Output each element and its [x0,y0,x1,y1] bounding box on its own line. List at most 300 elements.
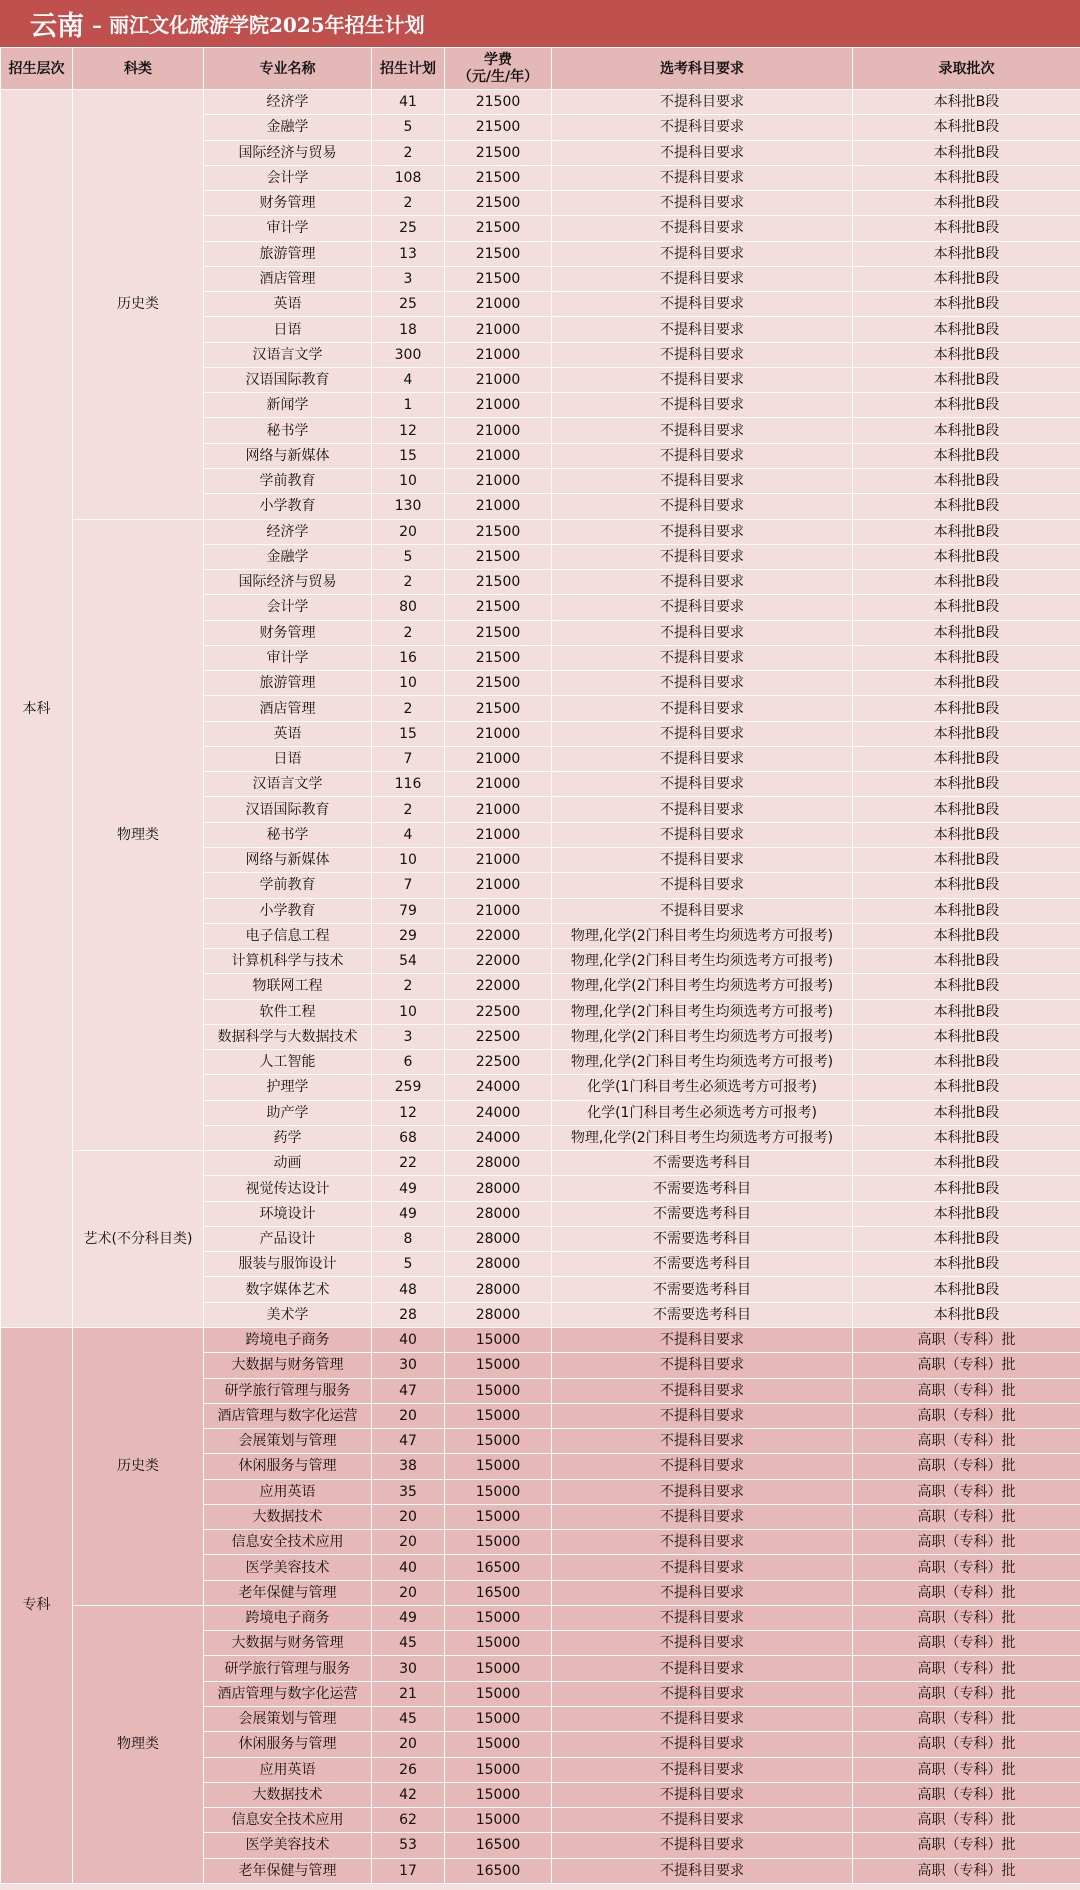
subject-requirement: 不提科目要求 [552,393,853,418]
major-name: 秘书学 [204,418,372,443]
subject-requirement: 化学(1门科目考生必须选考方可报考) [552,1100,853,1125]
major-name: 新闻学 [204,393,372,418]
major-name: 汉语国际教育 [204,367,372,392]
major-name: 国际经济与贸易 [204,570,372,595]
tuition-fee: 21500 [445,191,552,216]
plan-count: 38 [372,1454,445,1479]
admission-batch: 本科批B段 [853,645,1080,670]
tuition-fee: 24000 [445,1075,552,1100]
plan-count: 45 [372,1631,445,1656]
plan-count: 2 [372,191,445,216]
subject-requirement: 不提科目要求 [552,216,853,241]
tuition-fee: 28000 [445,1252,552,1277]
admission-batch: 本科批B段 [853,1252,1080,1277]
plan-count: 47 [372,1429,445,1454]
plan-count: 10 [372,847,445,872]
tuition-fee: 21500 [445,570,552,595]
plan-count: 10 [372,671,445,696]
header-subjects: 选考科目要求 [552,48,853,90]
subject-requirement: 不需要选考科目 [552,1151,853,1176]
major-name: 医学美容技术 [204,1833,372,1858]
plan-count: 5 [372,544,445,569]
subject-requirement: 不提科目要求 [552,241,853,266]
subject-requirement: 不提科目要求 [552,797,853,822]
tuition-fee: 15000 [445,1808,552,1833]
admission-batch: 本科批B段 [853,292,1080,317]
subject-requirement: 不提科目要求 [552,266,853,291]
admission-batch: 本科批B段 [853,544,1080,569]
tuition-fee: 21000 [445,898,552,923]
tuition-fee: 21500 [445,620,552,645]
subject-requirement: 不提科目要求 [552,1328,853,1353]
subject-requirement: 不提科目要求 [552,847,853,872]
plan-count: 2 [372,620,445,645]
subject-requirement: 不提科目要求 [552,140,853,165]
plan-count: 15 [372,721,445,746]
subject-requirement: 不提科目要求 [552,1479,853,1504]
admission-batch: 本科批B段 [853,1302,1080,1327]
header-fee [445,48,552,90]
major-name: 汉语国际教育 [204,797,372,822]
plan-count: 62 [372,1808,445,1833]
category-cell: 物理类 [73,519,204,1151]
tuition-fee: 16500 [445,1555,552,1580]
admission-batch: 本科批B段 [853,1050,1080,1075]
tuition-fee: 24000 [445,1100,552,1125]
subject-requirement: 不提科目要求 [552,443,853,468]
admission-batch: 高职（专科）批 [853,1328,1080,1353]
tuition-fee: 15000 [445,1656,552,1681]
plan-count: 79 [372,898,445,923]
tuition-fee: 21500 [445,165,552,190]
major-name: 数据科学与大数据技术 [204,1024,372,1049]
table-row [1,1605,1080,1630]
admission-batch: 高职（专科）批 [853,1504,1080,1529]
major-name: 财务管理 [204,620,372,645]
admission-batch: 高职（专科）批 [853,1808,1080,1833]
plan-count: 1 [372,393,445,418]
plan-count: 30 [372,1353,445,1378]
tuition-fee: 21000 [445,847,552,872]
plan-count: 22 [372,1151,445,1176]
tuition-fee: 21000 [445,772,552,797]
subject-requirement: 物理,化学(2门科目考生均须选考方可报考) [552,1024,853,1049]
admission-batch: 本科批B段 [853,1024,1080,1049]
major-name: 老年保健与管理 [204,1858,372,1883]
major-name: 小学教育 [204,494,372,519]
admission-batch: 本科批B段 [853,393,1080,418]
major-name: 网络与新媒体 [204,847,372,872]
admission-batch: 高职（专科）批 [853,1429,1080,1454]
tuition-fee: 15000 [445,1605,552,1630]
major-name: 大数据技术 [204,1782,372,1807]
admission-batch: 本科批B段 [853,595,1080,620]
tuition-fee: 15000 [445,1378,552,1403]
major-name: 汉语言文学 [204,772,372,797]
admission-batch: 本科批B段 [853,241,1080,266]
plan-count: 2 [372,797,445,822]
plan-count: 40 [372,1328,445,1353]
admission-batch: 本科批B段 [853,671,1080,696]
tuition-fee: 15000 [445,1403,552,1428]
major-name: 秘书学 [204,822,372,847]
tuition-fee: 21000 [445,367,552,392]
plan-count: 80 [372,595,445,620]
subject-requirement: 不提科目要求 [552,1707,853,1732]
subject-requirement: 不提科目要求 [552,1454,853,1479]
major-name: 应用英语 [204,1479,372,1504]
subject-requirement: 不提科目要求 [552,367,853,392]
header-fee-line1: 学费 [484,52,512,68]
plan-count: 21 [372,1681,445,1706]
major-name: 休闲服务与管理 [204,1454,372,1479]
tuition-fee: 21500 [445,90,552,115]
tuition-fee: 15000 [445,1631,552,1656]
admission-batch: 本科批B段 [853,443,1080,468]
subject-requirement: 不提科目要求 [552,1681,853,1706]
tuition-fee: 21000 [445,443,552,468]
major-name: 会计学 [204,165,372,190]
subject-requirement: 不提科目要求 [552,898,853,923]
major-name: 经济学 [204,90,372,115]
plan-count: 12 [372,1100,445,1125]
subject-requirement: 不提科目要求 [552,1555,853,1580]
tuition-fee: 22500 [445,1024,552,1049]
plan-count: 4 [372,822,445,847]
major-name: 英语 [204,292,372,317]
tuition-fee: 21500 [445,266,552,291]
subject-requirement: 不提科目要求 [552,570,853,595]
admission-batch: 本科批B段 [853,570,1080,595]
plan-count: 259 [372,1075,445,1100]
admission-batch: 本科批B段 [853,1176,1080,1201]
admission-batch: 高职（专科）批 [853,1530,1080,1555]
subject-requirement: 不需要选考科目 [552,1302,853,1327]
admission-batch: 本科批B段 [853,721,1080,746]
subject-requirement: 不需要选考科目 [552,1176,853,1201]
plan-count: 5 [372,1252,445,1277]
major-name: 财务管理 [204,191,372,216]
subject-requirement: 不提科目要求 [552,1656,853,1681]
admission-batch: 高职（专科）批 [853,1378,1080,1403]
major-name: 大数据与财务管理 [204,1353,372,1378]
major-name: 跨境电子商务 [204,1328,372,1353]
major-name: 休闲服务与管理 [204,1732,372,1757]
major-name: 旅游管理 [204,241,372,266]
plan-count: 48 [372,1277,445,1302]
plan-count: 20 [372,1403,445,1428]
plan-count: 15 [372,443,445,468]
table-row [1,1151,1080,1176]
subject-requirement: 不提科目要求 [552,317,853,342]
subject-requirement: 不提科目要求 [552,544,853,569]
subject-requirement: 不提科目要求 [552,721,853,746]
tuition-fee: 21500 [445,671,552,696]
table-row [1,1328,1080,1353]
subject-requirement: 不提科目要求 [552,1378,853,1403]
admission-batch: 本科批B段 [853,873,1080,898]
subject-requirement: 不提科目要求 [552,696,853,721]
tuition-fee: 15000 [445,1681,552,1706]
tuition-fee: 21000 [445,797,552,822]
header-major: 专业名称 [204,48,372,90]
plan-count: 25 [372,216,445,241]
major-name: 人工智能 [204,1050,372,1075]
subject-requirement: 不提科目要求 [552,822,853,847]
tuition-fee: 21500 [445,696,552,721]
plan-count: 30 [372,1656,445,1681]
major-name: 会展策划与管理 [204,1707,372,1732]
tuition-fee: 21500 [445,544,552,569]
tuition-fee: 28000 [445,1302,552,1327]
admission-batch: 本科批B段 [853,923,1080,948]
tuition-fee: 15000 [445,1504,552,1529]
tuition-fee: 15000 [445,1732,552,1757]
plan-count: 28 [372,1302,445,1327]
major-name: 金融学 [204,544,372,569]
admission-batch: 高职（专科）批 [853,1454,1080,1479]
admission-batch: 高职（专科）批 [853,1681,1080,1706]
admission-batch: 高职（专科）批 [853,1580,1080,1605]
admission-batch: 本科批B段 [853,317,1080,342]
major-name: 电子信息工程 [204,923,372,948]
tuition-fee: 15000 [445,1479,552,1504]
tuition-fee: 15000 [445,1782,552,1807]
admission-batch: 本科批B段 [853,974,1080,999]
tuition-fee: 22000 [445,923,552,948]
major-name: 大数据技术 [204,1504,372,1529]
major-name: 大数据与财务管理 [204,1631,372,1656]
category-cell: 历史类 [73,90,204,520]
level-cell: 专科 [1,1328,73,1884]
subject-requirement: 不提科目要求 [552,1403,853,1428]
plan-count: 12 [372,418,445,443]
admission-batch: 本科批B段 [853,494,1080,519]
tuition-fee: 22000 [445,974,552,999]
tuition-fee: 21500 [445,241,552,266]
subject-requirement: 不提科目要求 [552,1782,853,1807]
major-name: 服装与服饰设计 [204,1252,372,1277]
subject-requirement: 不提科目要求 [552,494,853,519]
subject-requirement: 不提科目要求 [552,342,853,367]
major-name: 网络与新媒体 [204,443,372,468]
plan-count: 20 [372,1580,445,1605]
tuition-fee: 28000 [445,1201,552,1226]
major-name: 信息安全技术应用 [204,1530,372,1555]
plan-count: 49 [372,1176,445,1201]
major-name: 审计学 [204,645,372,670]
tuition-fee: 21000 [445,418,552,443]
header-plan: 招生计划 [372,48,445,90]
subject-requirement: 不提科目要求 [552,90,853,115]
admission-batch: 高职（专科）批 [853,1707,1080,1732]
admission-batch: 本科批B段 [853,165,1080,190]
major-name: 计算机科学与技术 [204,949,372,974]
plan-count: 26 [372,1757,445,1782]
plan-count: 54 [372,949,445,974]
plan-count: 20 [372,1504,445,1529]
subject-requirement: 不提科目要求 [552,115,853,140]
plan-count: 130 [372,494,445,519]
major-name: 产品设计 [204,1226,372,1251]
major-name: 经济学 [204,519,372,544]
admission-batch: 高职（专科）批 [853,1479,1080,1504]
subject-requirement: 不提科目要求 [552,468,853,493]
admission-batch: 高职（专科）批 [853,1833,1080,1858]
admission-batch: 本科批B段 [853,1100,1080,1125]
major-name: 酒店管理与数字化运营 [204,1681,372,1706]
admission-batch: 本科批B段 [853,115,1080,140]
major-name: 助产学 [204,1100,372,1125]
major-name: 数字媒体艺术 [204,1277,372,1302]
category-cell: 历史类 [73,1328,204,1606]
subject-requirement: 物理,化学(2门科目考生均须选考方可报考) [552,949,853,974]
admission-batch: 本科批B段 [853,797,1080,822]
admission-batch: 高职（专科）批 [853,1656,1080,1681]
subject-requirement: 不提科目要求 [552,620,853,645]
plan-count: 47 [372,1378,445,1403]
admission-batch: 本科批B段 [853,999,1080,1024]
plan-count: 3 [372,266,445,291]
subject-requirement: 不提科目要求 [552,1732,853,1757]
header-level: 招生层次 [1,48,73,90]
major-name: 信息安全技术应用 [204,1808,372,1833]
major-name: 药学 [204,1125,372,1150]
plan-count: 16 [372,645,445,670]
tuition-fee: 21500 [445,216,552,241]
admission-batch: 本科批B段 [853,1151,1080,1176]
major-name: 金融学 [204,115,372,140]
tuition-fee: 21000 [445,721,552,746]
plan-count: 10 [372,999,445,1024]
major-name: 视觉传达设计 [204,1176,372,1201]
tuition-fee: 22500 [445,1050,552,1075]
admission-batch: 高职（专科）批 [853,1757,1080,1782]
subject-requirement: 不提科目要求 [552,1605,853,1630]
major-name: 动画 [204,1151,372,1176]
tuition-fee: 15000 [445,1530,552,1555]
admission-batch: 本科批B段 [853,342,1080,367]
subject-requirement: 不提科目要求 [552,873,853,898]
tuition-fee: 21000 [445,292,552,317]
major-name: 跨境电子商务 [204,1605,372,1630]
tuition-fee: 28000 [445,1226,552,1251]
major-name: 医学美容技术 [204,1555,372,1580]
major-name: 英语 [204,721,372,746]
admission-batch: 本科批B段 [853,898,1080,923]
plan-count: 45 [372,1707,445,1732]
subject-requirement: 不提科目要求 [552,1530,853,1555]
subject-requirement: 不提科目要求 [552,1429,853,1454]
subject-requirement: 不提科目要求 [552,1757,853,1782]
major-name: 酒店管理 [204,266,372,291]
admission-batch: 本科批B段 [853,519,1080,544]
admission-batch: 本科批B段 [853,468,1080,493]
plan-count: 300 [372,342,445,367]
tuition-fee: 21000 [445,393,552,418]
admission-batch: 本科批B段 [853,266,1080,291]
plan-count: 42 [372,1782,445,1807]
title-bar [0,0,1080,47]
subject-requirement: 物理,化学(2门科目考生均须选考方可报考) [552,1125,853,1150]
subject-requirement: 不需要选考科目 [552,1201,853,1226]
subject-requirement: 不提科目要求 [552,1504,853,1529]
subject-requirement: 不提科目要求 [552,1858,853,1883]
plan-count: 25 [372,292,445,317]
major-name: 护理学 [204,1075,372,1100]
admission-batch: 本科批B段 [853,1201,1080,1226]
tuition-fee: 28000 [445,1277,552,1302]
subject-requirement: 不提科目要求 [552,645,853,670]
major-name: 软件工程 [204,999,372,1024]
admission-batch: 本科批B段 [853,1125,1080,1150]
title-province: 云南 [30,11,84,42]
subject-requirement: 化学(1门科目考生必须选考方可报考) [552,1075,853,1100]
tuition-fee: 22000 [445,949,552,974]
plan-count: 2 [372,570,445,595]
admission-batch: 本科批B段 [853,90,1080,115]
admission-batch: 高职（专科）批 [853,1782,1080,1807]
subject-requirement: 不需要选考科目 [552,1226,853,1251]
admission-batch: 本科批B段 [853,772,1080,797]
plan-count: 2 [372,974,445,999]
category-cell: 艺术(不分科目类) [73,1151,204,1328]
tuition-fee: 21500 [445,115,552,140]
tuition-fee: 21500 [445,140,552,165]
admission-batch: 本科批B段 [853,1075,1080,1100]
major-name: 酒店管理与数字化运营 [204,1403,372,1428]
plan-count: 7 [372,746,445,771]
subject-requirement: 不提科目要求 [552,1580,853,1605]
plan-count: 10 [372,468,445,493]
major-name: 学前教育 [204,468,372,493]
tuition-fee: 16500 [445,1858,552,1883]
admission-batch: 本科批B段 [853,418,1080,443]
title-school-plan: – 丽江文化旅游学院2025年招生计划 [92,13,425,37]
plan-count: 17 [372,1858,445,1883]
header-batch: 录取批次 [853,48,1080,90]
plan-count: 2 [372,140,445,165]
subject-requirement: 不提科目要求 [552,165,853,190]
admission-batch: 高职（专科）批 [853,1732,1080,1757]
subject-requirement: 不提科目要求 [552,191,853,216]
tuition-fee: 21500 [445,595,552,620]
tuition-fee: 16500 [445,1580,552,1605]
major-name: 学前教育 [204,873,372,898]
major-name: 研学旅行管理与服务 [204,1656,372,1681]
plan-count: 49 [372,1605,445,1630]
admission-batch: 高职（专科）批 [853,1403,1080,1428]
admission-batch: 本科批B段 [853,1226,1080,1251]
subject-requirement: 不提科目要求 [552,292,853,317]
admission-batch: 本科批B段 [853,746,1080,771]
admission-plan-table [0,47,1080,1884]
tuition-fee: 21000 [445,342,552,367]
plan-count: 116 [372,772,445,797]
plan-count: 7 [372,873,445,898]
admission-batch: 本科批B段 [853,620,1080,645]
major-name: 老年保健与管理 [204,1580,372,1605]
plan-count: 4 [372,367,445,392]
category-cell: 物理类 [73,1605,204,1883]
subject-requirement: 不提科目要求 [552,772,853,797]
admission-batch: 本科批B段 [853,367,1080,392]
admission-batch: 本科批B段 [853,1277,1080,1302]
subject-requirement: 不提科目要求 [552,519,853,544]
subject-requirement: 不提科目要求 [552,1353,853,1378]
plan-count: 3 [372,1024,445,1049]
admission-batch: 本科批B段 [853,696,1080,721]
